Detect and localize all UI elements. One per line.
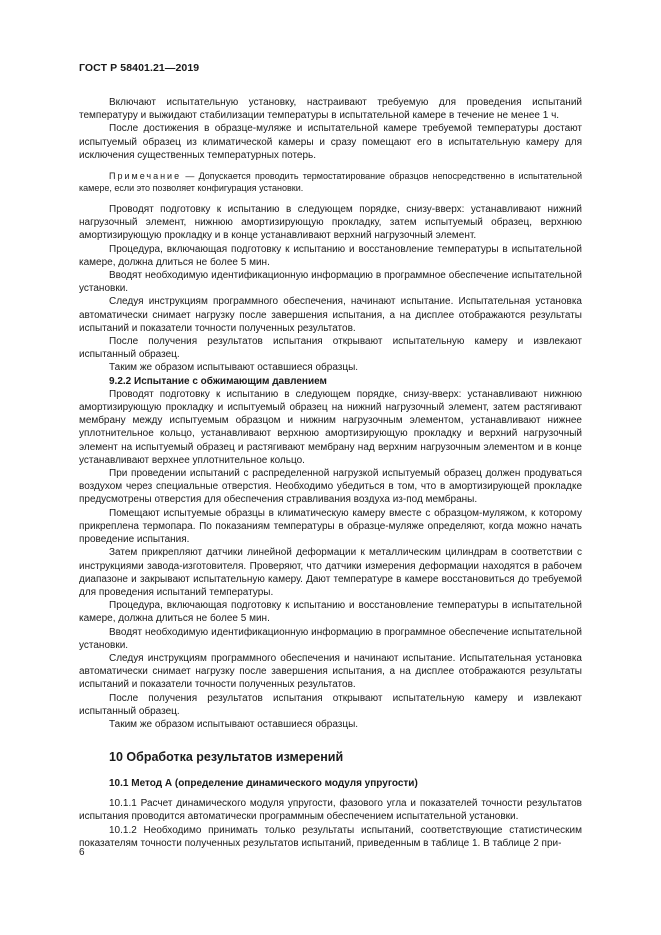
paragraph: Проводят подготовку к испытанию в следующем порядке, снизу-вверх: устанавливают нижний нагрузочный элемент, нижнюю амортизирующую прокладку, затем испытуемый образец, верхнюю амортизирующую прокладку и в конце устанавливают верхний нагрузочный элемент. [79, 204, 582, 242]
note [79, 170, 582, 194]
paragraph: Следуя инструкциям программного обеспечения и начинают испытание. Испытательная установка автоматически снимает нагрузку после завершения испытания, а на дисплее отображаются результаты испытаний и показатели точности полученных результатов. [79, 652, 582, 691]
paragraph: Таким же образом испытывают оставшиеся образцы. [109, 362, 359, 374]
paragraph: Вводят необходимую идентификационную информацию в программное обеспечение испытательной установки. [79, 270, 582, 295]
paragraph: Проводят подготовку к испытанию в следующем порядке, снизу-вверх: устанавливают нижнюю амортизирующую прокладку и испытуемый образец на нижний нагрузочный элемент, затем растягивают мембрану между испытуемым образцом и нижним нагрузочным элементом, устанавливают нижнее уплотнительное кольцо, устанавливают верхнюю амортизирующую прокладку и верхний нагрузочный элемент на испытуемый образец и растягивают мембрану над верхним нагрузочным элементом и в конце устанавливают верхнее уплотнительное кольцо. [79, 388, 582, 466]
paragraph: Таким же образом испытывают оставшиеся образцы. [109, 718, 359, 730]
standard-header: ГОСТ Р 58401.21—2019 [79, 62, 200, 74]
paragraph: Включают испытательную установку, настраивают требуемую для проведения испытаний температуру и выжидают стабилизации температуры в испытательной камере в течение не менее 1 ч. [79, 97, 582, 122]
note-text: — Допускается проводить термостатирование образцов непосредственно в испытательной камере, если это позволяет конфигурация установки. [79, 171, 582, 194]
paragraph: При проведении испытаний с распределенной нагрузкой испытуемый образец должен продуваться воздухом через специальные отверстия. Необходимо убедиться в том, что в амортизирующей прокладке предусмотрены отверстия для обеспечения стравливания воздуха из-под мембраны. [79, 468, 582, 506]
paragraph: После получения результатов испытания открывают испытательную камеру и извлекают испытанный образец. [79, 336, 582, 361]
paragraph: 10.1.2 Необходимо принимать только результаты испытаний, соответствующие статистическим показателям точности полученных результатов испытаний, приведенным в таблице 1. В таблице 2 при- [79, 824, 582, 849]
paragraph: Процедура, включающая подготовку к испытанию и восстановление температуры в испытательной камере, должна длиться не более 5 мин. [79, 600, 582, 625]
page-number: 6 [79, 847, 85, 858]
note-label: Примечание [109, 171, 182, 182]
page-content [79, 96, 582, 850]
subsection-heading-9-2-2: 9.2.2 Испытание с обжимающим давлением [109, 375, 327, 387]
section-heading-10: 10 Обработка результатов измерений [109, 750, 344, 765]
paragraph: Помещают испытуемые образцы в климатическую камеру вместе с образцом-муляжом, к которому прикреплена термопара. По показаниям температуры в образце-муляже определяют, когда можно начать проведение испытания. [79, 507, 582, 546]
paragraph: После получения результатов испытания открывают испытательную камеру и извлекают испытанный образец. [79, 692, 582, 717]
paragraph: Следуя инструкциям программного обеспечения, начинают испытание. Испытательная установка автоматически снимает нагрузку после завершения испытания, а на дисплее отображаются результаты испытаний и показатели точности полученных результатов. [79, 296, 582, 334]
paragraph: Вводят необходимую идентификационную информацию в программное обеспечение испытательной установки. [79, 626, 582, 651]
paragraph: Процедура, включающая подготовку к испытанию и восстановление температуры в испытательной камере, должна длиться не более 5 мин. [79, 243, 582, 268]
paragraph: 10.1.1 Расчет динамического модуля упругости, фазового угла и показателей точности результатов испытания проводится автоматически программным обеспечением испытательной установки. [79, 798, 582, 823]
paragraph: Затем прикрепляют датчики линейной деформации к металлическим цилиндрам в соответствии с инструкциями завода-изготовителя. Проверяют, что датчики измерения деформации находятся в рабочем диапазоне и закрывают испытательную камеру. Дают температуре в камере восстановиться до требуемой для проведения испытаний температуры. [79, 547, 582, 598]
subsection-heading-10-1: 10.1 Метод А (определение динамического модуля упругости) [109, 778, 418, 790]
paragraph: После достижения в образце-муляже и испытательной камере требуемой температуры достают испытуемый образец из климатической камеры и сразу помещают его в испытательную камеру для исключения существенных температурных потерь. [79, 123, 582, 161]
